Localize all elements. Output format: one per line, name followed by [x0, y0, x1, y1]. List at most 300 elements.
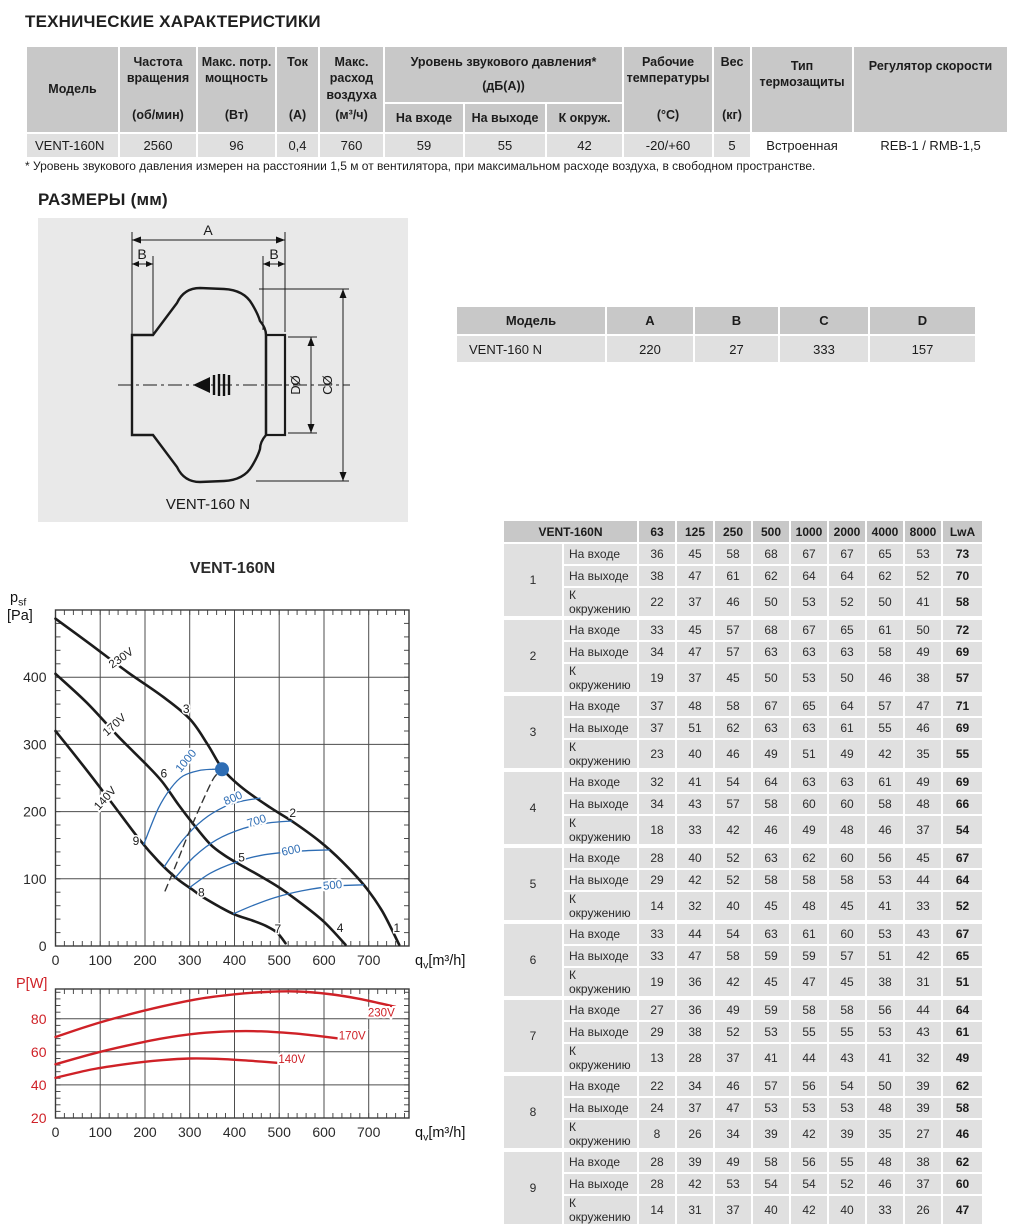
noise-value: 47 — [790, 967, 828, 998]
noise-value: 41 — [676, 770, 714, 793]
svg-text:100: 100 — [23, 870, 47, 887]
noise-value: 57 — [714, 641, 752, 663]
curve-label-230V: 230V — [367, 1007, 395, 1020]
noise-value: 62 — [752, 565, 790, 587]
svg-text:400: 400 — [23, 669, 47, 686]
noise-value: 65 — [790, 694, 828, 717]
noise-table — [502, 519, 984, 1226]
noise-value: 29 — [638, 869, 676, 891]
noise-value: 48 — [676, 694, 714, 717]
noise-value: 36 — [638, 543, 676, 565]
noise-row-label: На входе — [563, 543, 638, 565]
noise-value: 58 — [828, 869, 866, 891]
noise-value: 26 — [676, 1119, 714, 1150]
spec-header-sound-unit: (дБ(А)) — [482, 79, 525, 94]
spec-value-temp: -20/+60 — [623, 133, 713, 158]
svg-text:700: 700 — [357, 1124, 381, 1140]
noise-value: 42 — [866, 739, 904, 770]
noise-value: 46 — [866, 663, 904, 694]
noise-row-label: К окружению — [563, 1043, 638, 1074]
noise-value: 49 — [714, 998, 752, 1021]
noise-value: 56 — [790, 1074, 828, 1097]
noise-row-label: На входе — [563, 998, 638, 1021]
noise-lwa-value: 67 — [942, 846, 983, 869]
chart-title: VENT-160N — [189, 560, 276, 577]
dim-header-model: Модель — [456, 306, 606, 335]
noise-value: 42 — [676, 1173, 714, 1195]
noise-lwa-value: 70 — [942, 565, 983, 587]
noise-value: 46 — [714, 1074, 752, 1097]
noise-value: 58 — [752, 869, 790, 891]
noise-value: 28 — [638, 1173, 676, 1195]
x-axis-label: $q_v[m^3/h]$ — [415, 1125, 466, 1144]
point-label-1: 1 — [393, 920, 401, 935]
noise-value: 47 — [714, 1097, 752, 1119]
noise-row-label: На выходе — [563, 565, 638, 587]
noise-value: 14 — [638, 891, 676, 922]
noise-value: 38 — [904, 663, 942, 694]
spec-header-regulator-name: Регулятор скорости — [868, 59, 993, 73]
svg-text:400: 400 — [222, 952, 247, 968]
spec-value-power: 96 — [197, 133, 276, 158]
curve-label-170V: 170V — [338, 1030, 366, 1043]
dim-header-c: C — [779, 306, 869, 335]
noise-value: 65 — [866, 543, 904, 565]
dim-label-d: DØ — [288, 375, 303, 395]
noise-row-label: На входе — [563, 1074, 638, 1097]
noise-value: 50 — [828, 663, 866, 694]
noise-lwa-value: 57 — [942, 663, 983, 694]
noise-value: 56 — [790, 1150, 828, 1173]
noise-group-number: 6 — [503, 922, 563, 998]
noise-value: 44 — [676, 922, 714, 945]
noise-lwa-value: 55 — [942, 739, 983, 770]
noise-row-label: На выходе — [563, 717, 638, 739]
drawing-caption: VENT-160 N — [165, 496, 251, 513]
curve-label-800: 800 — [222, 789, 245, 809]
noise-lwa-value: 72 — [942, 618, 983, 641]
noise-freq-header: 500 — [752, 520, 790, 543]
noise-lwa-value: 60 — [942, 1173, 983, 1195]
noise-group-number: 8 — [503, 1074, 563, 1150]
noise-row-label: К окружению — [563, 815, 638, 846]
spec-header-protection-name: Тип термозащиты — [759, 59, 845, 90]
noise-value: 57 — [714, 793, 752, 815]
curve-label-500: 500 — [322, 878, 343, 893]
noise-value: 55 — [790, 1021, 828, 1043]
noise-value: 45 — [676, 618, 714, 641]
noise-value: 54 — [714, 770, 752, 793]
noise-row-label: На входе — [563, 846, 638, 869]
noise-value: 46 — [714, 739, 752, 770]
noise-value: 37 — [676, 587, 714, 618]
noise-value: 38 — [638, 565, 676, 587]
noise-value: 53 — [714, 1173, 752, 1195]
dim-header-a: A — [606, 306, 694, 335]
noise-row-label: На входе — [563, 770, 638, 793]
spec-value-weight: 5 — [713, 133, 751, 158]
noise-value: 46 — [866, 1173, 904, 1195]
noise-value: 40 — [828, 1195, 866, 1225]
noise-lwa-value: 46 — [942, 1119, 983, 1150]
noise-value: 35 — [904, 739, 942, 770]
spec-header-temp-unit: (°С) — [656, 107, 680, 122]
noise-value: 14 — [638, 1195, 676, 1225]
spec-header-rpm-unit: (об/мин) — [132, 107, 184, 122]
operating-point-marker — [215, 762, 229, 776]
power-chart — [0, 976, 465, 1168]
noise-value: 33 — [866, 1195, 904, 1225]
svg-text:600: 600 — [312, 952, 336, 968]
noise-row-label: На входе — [563, 694, 638, 717]
noise-value: 28 — [638, 846, 676, 869]
noise-lwa-value: 61 — [942, 1021, 983, 1043]
noise-group-number: 1 — [503, 543, 563, 618]
noise-value: 53 — [866, 1021, 904, 1043]
noise-row-label: На входе — [563, 1150, 638, 1173]
curve-500 — [234, 885, 364, 914]
noise-lwa-value: 67 — [942, 922, 983, 945]
noise-value: 42 — [714, 815, 752, 846]
sound-pressure-footnote: * Уровень звукового давления измерен на расстоянии 1,5 м от вентилятора, при максимальном расходе воздуха, в свободном пространстве. — [25, 159, 816, 173]
noise-row-label: На выходе — [563, 793, 638, 815]
point-label-5: 5 — [238, 850, 245, 865]
noise-value: 53 — [790, 663, 828, 694]
noise-lwa-value: 73 — [942, 543, 983, 565]
noise-value: 44 — [904, 998, 942, 1021]
svg-text:0: 0 — [51, 952, 60, 968]
noise-value: 45 — [752, 967, 790, 998]
spec-value-sound-outlet: 55 — [464, 133, 546, 158]
noise-value: 36 — [676, 967, 714, 998]
noise-value: 45 — [752, 891, 790, 922]
noise-value: 52 — [714, 846, 752, 869]
noise-group-number: 9 — [503, 1150, 563, 1225]
noise-value: 28 — [676, 1043, 714, 1074]
noise-value: 46 — [866, 815, 904, 846]
noise-value: 48 — [866, 1150, 904, 1173]
y-axis-label: $p_{sf}$ — [10, 590, 27, 609]
noise-value: 59 — [752, 945, 790, 967]
noise-value: 58 — [752, 793, 790, 815]
noise-row-label: На выходе — [563, 1173, 638, 1195]
noise-value: 49 — [790, 815, 828, 846]
dim-label-b-left: B — [137, 246, 147, 262]
noise-row-label: На выходе — [563, 1021, 638, 1043]
noise-value: 51 — [676, 717, 714, 739]
noise-value: 53 — [828, 1097, 866, 1119]
svg-text:40: 40 — [30, 1076, 47, 1093]
noise-value: 60 — [828, 922, 866, 945]
noise-value: 48 — [866, 1097, 904, 1119]
noise-value: 61 — [714, 565, 752, 587]
noise-value: 56 — [866, 846, 904, 869]
svg-text:0: 0 — [51, 1124, 60, 1140]
dim-header-d: D — [869, 306, 976, 335]
noise-row-label: На входе — [563, 922, 638, 945]
noise-lwa-value: 58 — [942, 587, 983, 618]
spec-header-power-name: Макс. потр. мощность — [201, 55, 272, 86]
svg-text:200: 200 — [133, 952, 157, 968]
spec-value-rpm: 2560 — [119, 133, 197, 158]
curve-label-140V: 140V — [278, 1054, 306, 1067]
noise-value: 55 — [828, 1150, 866, 1173]
spec-header-power — [197, 46, 276, 133]
noise-value: 68 — [752, 543, 790, 565]
noise-group-number: 5 — [503, 846, 563, 922]
noise-value: 55 — [866, 717, 904, 739]
noise-value: 43 — [904, 1021, 942, 1043]
noise-value: 45 — [904, 846, 942, 869]
noise-value: 22 — [638, 587, 676, 618]
noise-lwa-value: 62 — [942, 1150, 983, 1173]
noise-value: 34 — [676, 1074, 714, 1097]
noise-value: 45 — [828, 967, 866, 998]
noise-lwa-value: 66 — [942, 793, 983, 815]
spec-header-airflow-unit: (м³/ч) — [335, 107, 368, 122]
noise-value: 52 — [714, 1021, 752, 1043]
noise-value: 52 — [714, 869, 752, 891]
noise-value: 45 — [676, 543, 714, 565]
noise-value: 68 — [752, 618, 790, 641]
noise-value: 63 — [752, 922, 790, 945]
noise-value: 60 — [790, 793, 828, 815]
noise-value: 62 — [790, 846, 828, 869]
dim-label-b-right: B — [269, 246, 279, 262]
curve-600 — [190, 850, 330, 888]
curve-label-600: 600 — [280, 843, 302, 859]
noise-value: 37 — [676, 1097, 714, 1119]
noise-value: 33 — [904, 891, 942, 922]
noise-value: 61 — [790, 922, 828, 945]
curve-230V — [56, 619, 400, 945]
noise-value: 54 — [752, 1173, 790, 1195]
noise-value: 13 — [638, 1043, 676, 1074]
noise-value: 49 — [714, 1150, 752, 1173]
noise-value: 55 — [828, 1021, 866, 1043]
noise-value: 63 — [790, 641, 828, 663]
curve-1000 — [144, 769, 222, 844]
noise-value: 33 — [638, 922, 676, 945]
dim-label-a: A — [203, 222, 213, 238]
noise-value: 44 — [904, 869, 942, 891]
noise-value: 59 — [752, 998, 790, 1021]
spec-value-model: VENT-160N — [26, 133, 119, 158]
noise-value: 48 — [790, 891, 828, 922]
noise-value: 39 — [904, 1074, 942, 1097]
x-axis-label: $q_v[m^3/h]$ — [415, 953, 466, 972]
noise-lwa-value: 69 — [942, 770, 983, 793]
noise-value: 53 — [866, 869, 904, 891]
noise-freq-header: LwA — [942, 520, 983, 543]
spec-header-temp — [623, 46, 713, 133]
spec-header-airflow-name: Макс. расход воздуха — [326, 55, 377, 102]
noise-value: 63 — [790, 717, 828, 739]
noise-value: 63 — [752, 846, 790, 869]
noise-value: 32 — [904, 1043, 942, 1074]
noise-value: 38 — [904, 1150, 942, 1173]
noise-value: 8 — [638, 1119, 676, 1150]
noise-value: 54 — [714, 922, 752, 945]
noise-value: 52 — [828, 587, 866, 618]
dim-header-b: B — [694, 306, 779, 335]
dimensions-section-title: РАЗМЕРЫ (мм) — [38, 190, 168, 209]
noise-lwa-value: 54 — [942, 815, 983, 846]
noise-value: 39 — [676, 1150, 714, 1173]
spec-value-sound-surround: 42 — [546, 133, 623, 158]
noise-value: 58 — [828, 998, 866, 1021]
noise-value: 60 — [828, 846, 866, 869]
noise-value: 38 — [866, 967, 904, 998]
noise-value: 44 — [790, 1043, 828, 1074]
noise-value: 51 — [790, 739, 828, 770]
dim-value-d: 157 — [869, 335, 976, 363]
noise-value: 37 — [904, 1173, 942, 1195]
noise-value: 41 — [866, 1043, 904, 1074]
spec-subheader-outlet: На выходе — [464, 103, 546, 133]
noise-value: 56 — [866, 998, 904, 1021]
noise-freq-header: 125 — [676, 520, 714, 543]
noise-value: 43 — [904, 922, 942, 945]
noise-value: 41 — [752, 1043, 790, 1074]
spec-header-current-unit: (А) — [288, 107, 307, 122]
spec-header-sound-name: Уровень звукового давления* — [410, 55, 597, 69]
svg-text:0: 0 — [38, 938, 47, 954]
noise-value: 39 — [904, 1097, 942, 1119]
noise-value: 47 — [676, 641, 714, 663]
noise-value: 58 — [866, 641, 904, 663]
spec-value-protection: Встроенная — [751, 133, 853, 158]
noise-value: 63 — [828, 641, 866, 663]
noise-value: 23 — [638, 739, 676, 770]
noise-value: 63 — [752, 641, 790, 663]
svg-text:100: 100 — [88, 952, 112, 968]
noise-value: 37 — [714, 1195, 752, 1225]
spec-header-model: Модель — [26, 46, 119, 133]
noise-value: 54 — [790, 1173, 828, 1195]
noise-value: 48 — [828, 815, 866, 846]
noise-value: 61 — [828, 717, 866, 739]
noise-lwa-value: 49 — [942, 1043, 983, 1074]
noise-group-number: 2 — [503, 618, 563, 694]
noise-lwa-value: 58 — [942, 1097, 983, 1119]
noise-row-label: К окружению — [563, 663, 638, 694]
noise-value: 57 — [828, 945, 866, 967]
noise-lwa-value: 64 — [942, 998, 983, 1021]
svg-text:100: 100 — [88, 1124, 112, 1140]
noise-value: 50 — [752, 663, 790, 694]
noise-value: 58 — [866, 793, 904, 815]
noise-lwa-value: 52 — [942, 891, 983, 922]
noise-value: 53 — [904, 543, 942, 565]
noise-group-number: 3 — [503, 694, 563, 770]
noise-value: 35 — [866, 1119, 904, 1150]
svg-text:300: 300 — [178, 1124, 202, 1140]
noise-value: 47 — [676, 945, 714, 967]
noise-lwa-value: 62 — [942, 1074, 983, 1097]
svg-text:500: 500 — [267, 1124, 291, 1140]
spec-subheader-surround: К окруж. — [546, 103, 623, 133]
noise-value: 59 — [790, 945, 828, 967]
dimension-arrows — [132, 237, 347, 482]
noise-value: 42 — [790, 1195, 828, 1225]
noise-value: 34 — [638, 793, 676, 815]
noise-row-label: На входе — [563, 618, 638, 641]
curve-system-line — [165, 771, 221, 891]
noise-value: 53 — [866, 922, 904, 945]
svg-text:80: 80 — [30, 1010, 47, 1027]
curve-140V — [56, 1058, 278, 1077]
spec-header-protection — [751, 46, 853, 133]
noise-lwa-value: 47 — [942, 1195, 983, 1225]
fan-drawing-panel — [38, 218, 408, 522]
noise-row-label: На выходе — [563, 1097, 638, 1119]
noise-value: 52 — [904, 565, 942, 587]
svg-text:400: 400 — [222, 1124, 247, 1140]
noise-value: 43 — [676, 793, 714, 815]
svg-text:300: 300 — [23, 736, 47, 753]
noise-value: 63 — [828, 770, 866, 793]
noise-lwa-value: 69 — [942, 717, 983, 739]
noise-value: 27 — [638, 998, 676, 1021]
noise-value: 47 — [676, 565, 714, 587]
noise-value: 37 — [714, 1043, 752, 1074]
noise-value: 41 — [904, 587, 942, 618]
spec-header-weight-name: Вес — [720, 55, 744, 69]
noise-value: 41 — [866, 891, 904, 922]
noise-row-label: На выходе — [563, 869, 638, 891]
noise-row-label: К окружению — [563, 1119, 638, 1150]
noise-value: 53 — [790, 587, 828, 618]
noise-value: 29 — [638, 1021, 676, 1043]
fan-drawing — [38, 218, 408, 522]
noise-value: 47 — [904, 694, 942, 717]
noise-value: 64 — [828, 565, 866, 587]
noise-value: 46 — [904, 717, 942, 739]
noise-value: 64 — [752, 770, 790, 793]
noise-lwa-value: 65 — [942, 945, 983, 967]
svg-text:700: 700 — [357, 952, 381, 968]
curve-800 — [164, 798, 260, 867]
noise-row-label: К окружению — [563, 891, 638, 922]
noise-value: 57 — [714, 618, 752, 641]
noise-lwa-value: 64 — [942, 869, 983, 891]
noise-freq-header: 2000 — [828, 520, 866, 543]
dimensions-table — [455, 305, 977, 364]
noise-value: 18 — [638, 815, 676, 846]
noise-row-label: К окружению — [563, 967, 638, 998]
noise-value: 24 — [638, 1097, 676, 1119]
point-label-6: 6 — [160, 766, 168, 781]
noise-value: 48 — [904, 793, 942, 815]
svg-text:20: 20 — [30, 1110, 47, 1126]
noise-value: 19 — [638, 967, 676, 998]
noise-value: 32 — [638, 770, 676, 793]
flow-arrow-icon — [193, 377, 210, 393]
noise-value: 49 — [904, 641, 942, 663]
noise-row-label: К окружению — [563, 739, 638, 770]
noise-value: 22 — [638, 1074, 676, 1097]
noise-value: 67 — [790, 618, 828, 641]
spec-header-airflow — [319, 46, 384, 133]
noise-value: 58 — [714, 694, 752, 717]
spec-header-current-name: Ток — [287, 55, 308, 69]
noise-value: 58 — [790, 998, 828, 1021]
noise-value: 51 — [866, 945, 904, 967]
point-label-3: 3 — [182, 701, 190, 716]
noise-value: 67 — [752, 694, 790, 717]
dim-value-a: 220 — [606, 335, 694, 363]
